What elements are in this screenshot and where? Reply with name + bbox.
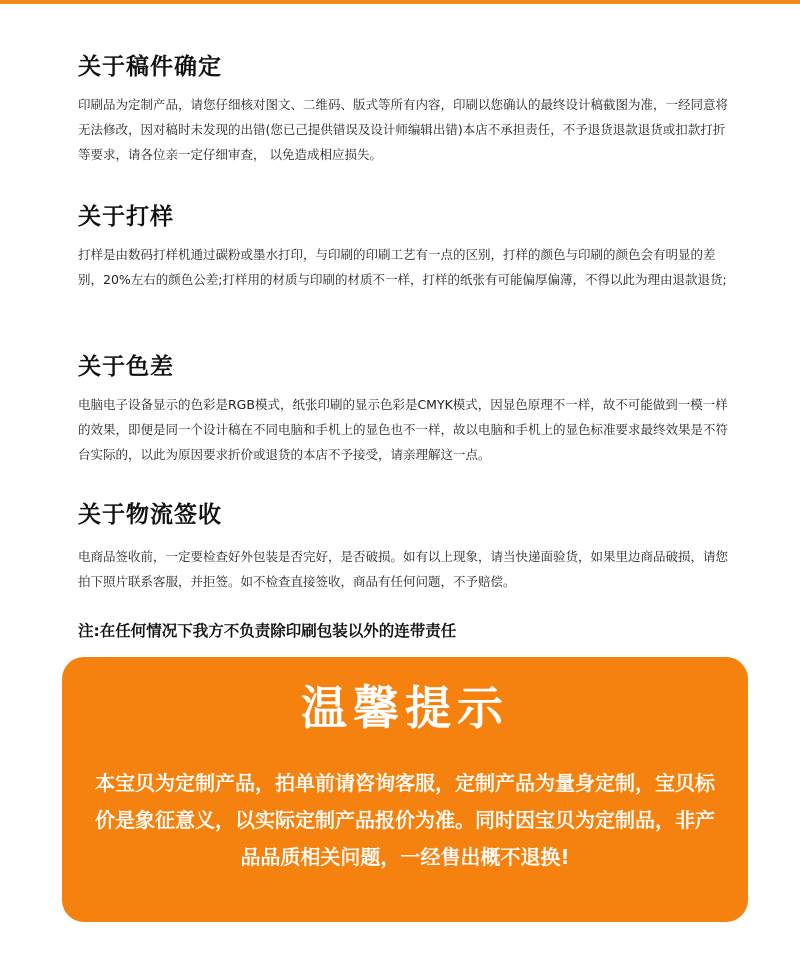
section-color-difference <box>78 352 728 467</box>
notice-title: 温馨提示 <box>301 681 509 735</box>
section-body: 电商品签收前，一定要检查好外包装是否完好，是否破损。如有以上现象，请当快递面验货，如果里边商品破损，请您拍下照片联系客服，并拒签。如不检查直接签收，商品有任何问题，不予赔偿。 <box>78 549 729 589</box>
section-body: 电脑电子设备显示的色彩是RGB模式，纸张印刷的显示色彩是CMYK模式，因显色原理不一样，故不可能做到一模一样的效果，即便是同一个设计稿在不同电脑和手机上的显色也不一样，故以电脑和手机上的显色标准要求最终效果是不符台实际的，以此为原因要求折价或退货的本店不予接受，请亲理解这一点。 <box>78 397 729 462</box>
section-proofing <box>78 202 728 292</box>
section-title: 关于打样 <box>78 204 174 230</box>
section-title: 关于物流签收 <box>78 502 222 528</box>
section-body: 印刷品为定制产品，请您仔细核对图文、二维码、版式等所有内容，印刷以您确认的最终设计稿截图为准，一经同意将无法修改，因对稿时未发现的出错(您已己提供错误及设计师编辑出错)本店不承担责任，不予退货退款退货或扣款打折等要求，请各位亲一定仔细审查， 以免造成相应损失。 <box>78 97 729 162</box>
section-title: 关于稿件确定 <box>78 54 222 80</box>
section-body: 打样是由数码打样机通过碳粉或墨水打印，与印刷的印刷工艺有一点的区别，打样的颜色与印刷的颜色会有明显的差别，20%左右的颜色公差;打样用的材质与印刷的材质不一样，打样的纸张有可能偏厚偏薄，不得以此为理由退款退货; <box>78 247 727 287</box>
section-title: 关于色差 <box>78 354 174 380</box>
liability-note: 注:在任何情况下我方不负责除印刷包装以外的连带责任 <box>78 622 457 640</box>
section-logistics-receipt <box>78 500 728 594</box>
notice-body: 本宝贝为定制产品，拍单前请咨询客服，定制产品为量身定制，宝贝标价是象征意义，以实际定制产品报价为准。同时因宝贝为定制品，非产品品质相关问题，一经售出概不退换! <box>95 771 715 869</box>
section-draft-confirmation <box>78 52 728 167</box>
warm-notice-box <box>62 657 748 922</box>
top-accent-rule <box>0 0 800 4</box>
